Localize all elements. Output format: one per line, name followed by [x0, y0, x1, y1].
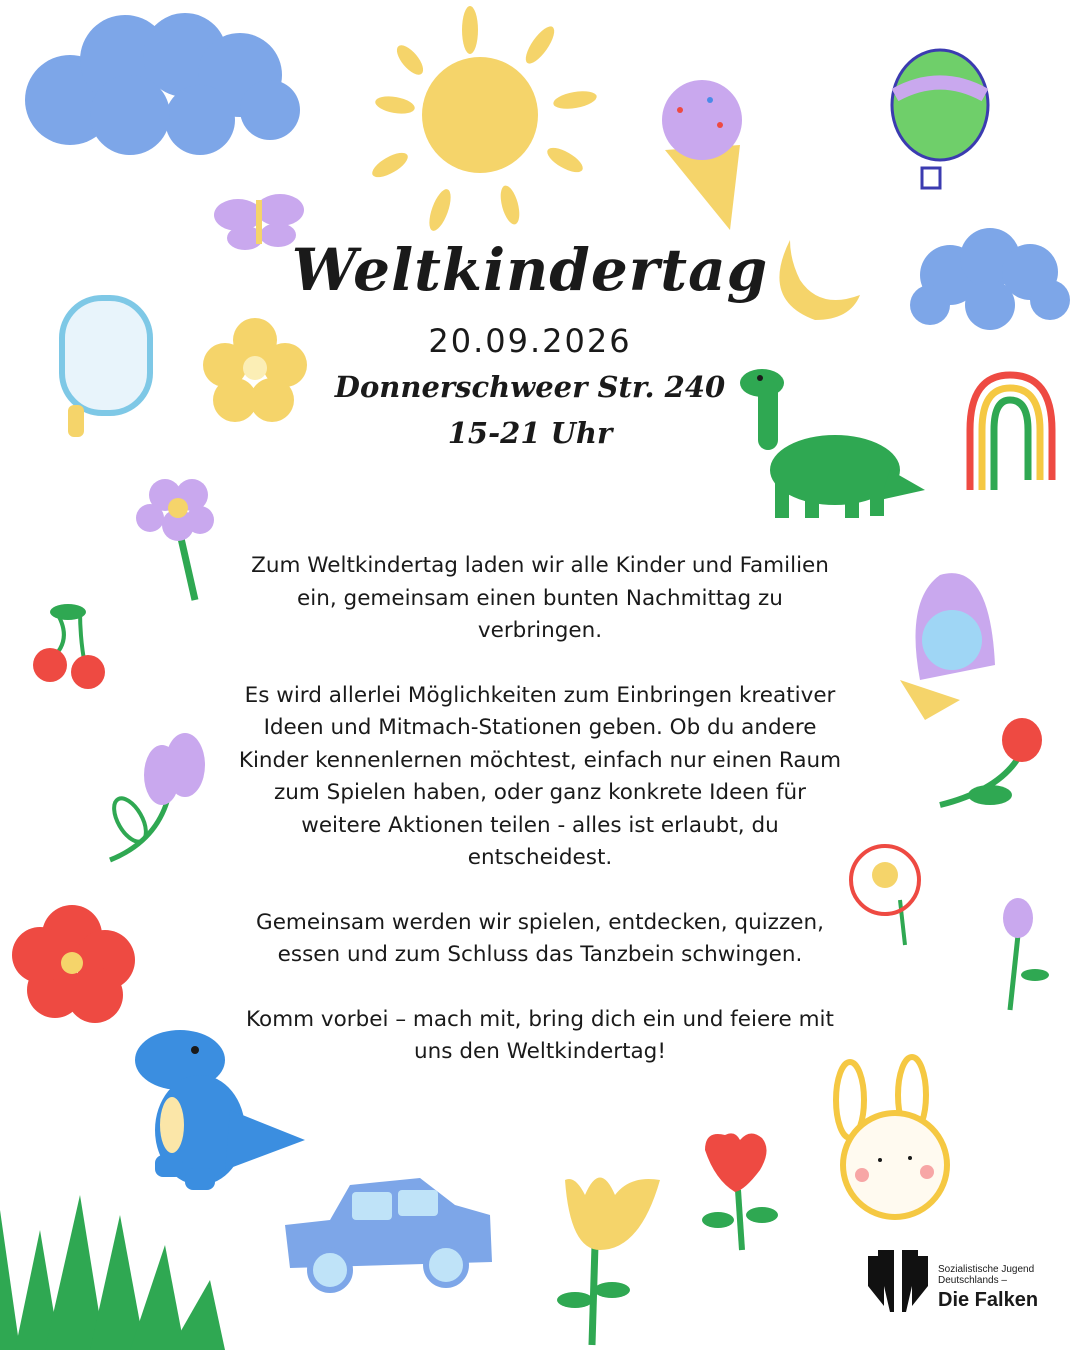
paragraph-call-to-action: Komm vorbei – mach mit, bring dich ein und feiere mit uns den Weltkindertag!: [246, 1006, 834, 1064]
flower-icon: [12, 905, 135, 1023]
flower-icon: [136, 479, 214, 600]
tulip-icon: [108, 733, 205, 860]
event-time: 15-21 Uhr: [447, 416, 613, 450]
logo-line-1: Sozialistische Jugend: [938, 1264, 1035, 1275]
paragraph-invitation: Zum Weltkindertag laden wir alle Kinder und Familien ein, gemeinsam einen bunten Nachmittag zu verbringen.: [251, 553, 829, 643]
dinosaur-icon: [740, 369, 925, 518]
event-date: 20.09.2026: [428, 322, 632, 360]
organization-logo: [864, 1246, 1064, 1316]
ice-cream-icon: [662, 80, 742, 230]
car-icon: [285, 1178, 492, 1290]
daisy-icon: [851, 846, 919, 945]
tulip-icon: [557, 1178, 660, 1346]
paragraph-program: Gemeinsam werden wir spielen, entdecken, quizzen, essen und zum Schluss das Tanzbein schwingen.: [256, 909, 824, 967]
cherries-icon: [33, 604, 105, 689]
event-description: [235, 550, 845, 1101]
paragraph-activities: Es wird allerlei Möglichkeiten zum Einbringen kreativer Ideen und Mitmach-Stationen geben. Ob du andere Kinder kennenlernen möchtest, einfach nur einen Raum zum Spielen haben, oder ganz konkrete Ideen für weitere Aktionen teilen - alles ist erlaubt, du entscheidest.: [238, 682, 842, 870]
grass-icon: [0, 1195, 225, 1350]
tulip-icon: [940, 718, 1042, 805]
flower-icon: [702, 1133, 778, 1250]
sun-icon: [369, 6, 598, 233]
event-title: Weltkindertag: [291, 236, 769, 304]
falcon-icon: [864, 1246, 932, 1316]
hot-air-balloon-icon: [892, 50, 988, 188]
rocket-icon: [900, 573, 995, 720]
popsicle-icon: [62, 298, 150, 437]
cloud-icon: [25, 13, 300, 155]
cloud-icon: [910, 228, 1070, 330]
logo-name: Die Falken: [938, 1289, 1039, 1311]
moon-icon: [779, 240, 860, 320]
bunny-icon: [836, 1057, 947, 1217]
event-address: Donnerschweer Str. 240: [334, 370, 726, 404]
rainbow-icon: [970, 375, 1052, 490]
flower-icon: [203, 318, 307, 422]
tulip-icon: [1003, 898, 1049, 1010]
logo-line-2: Deutschlands –: [938, 1275, 1007, 1286]
